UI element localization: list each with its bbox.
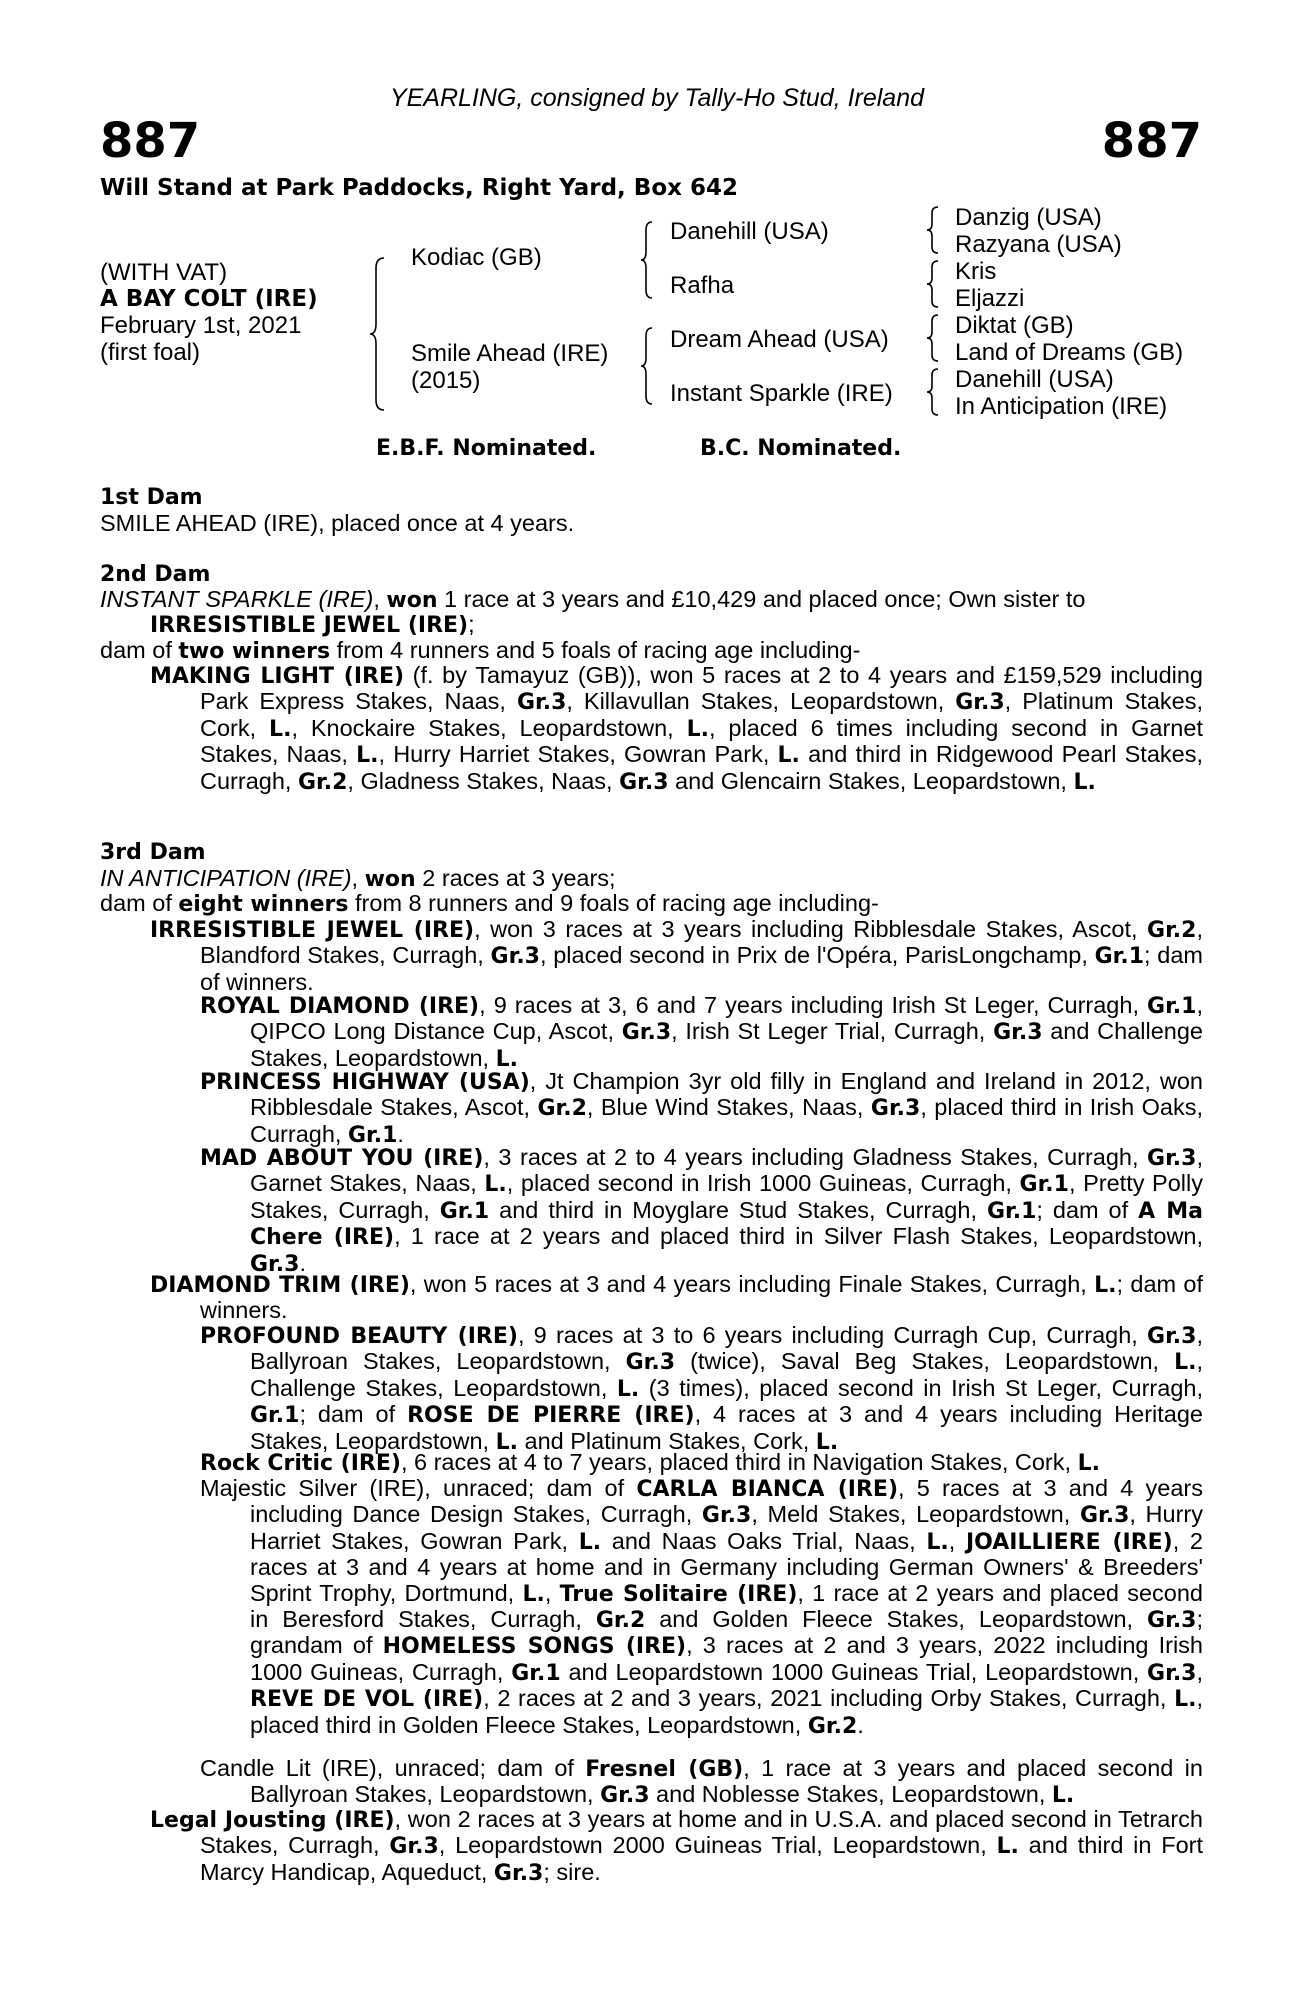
- irresistible-jewel-entry: [150, 917, 1203, 995]
- grade: Gr.1: [250, 1403, 300, 1429]
- brace-main: [370, 256, 390, 412]
- text-run: Majestic Silver (IRE), unraced; dam of: [200, 1475, 637, 1501]
- grade: Gr.1: [1019, 1172, 1069, 1198]
- progeny-name: A Ma Chere (IRE): [250, 1198, 1203, 1251]
- grade: L.: [269, 716, 292, 742]
- text-run: , placed 6 times including second in Garnet Stakes, Naas,: [200, 714, 1203, 768]
- grade: L.: [1051, 1783, 1075, 1809]
- progeny-name: PRINCESS HIGHWAY (USA): [200, 1070, 530, 1095]
- grade: Gr.1: [1147, 994, 1197, 1019]
- gg-1: Danzig (USA): [955, 204, 1102, 231]
- grade: L.: [1174, 1687, 1197, 1713]
- gg-2: Razyana (USA): [955, 231, 1122, 258]
- consignment-line: YEARLING, consigned by Tally-Ho Stud, Ireland: [389, 84, 925, 112]
- gg-7: Danehill (USA): [955, 366, 1114, 393]
- grade: L.: [616, 1376, 640, 1402]
- text-run: , placed second in Irish 1000 Guineas, Curragh,: [506, 1170, 1020, 1197]
- dam-sire: Dream Ahead (USA): [670, 326, 889, 353]
- gg-3: Kris: [955, 258, 997, 285]
- gg-5: Diktat (GB): [955, 312, 1074, 339]
- text-run: ; dam of: [1036, 1196, 1139, 1223]
- brace-sire: [640, 220, 658, 300]
- sire-dam: Rafha: [670, 272, 735, 299]
- second-dam-line2: [150, 612, 1203, 638]
- third-dam-line1: [100, 866, 1203, 892]
- text-run: , placed third in Irish Oaks, Curragh,: [250, 1094, 1204, 1147]
- grade: Gr.3: [1147, 1324, 1197, 1349]
- legal-jousting-entry: [150, 1807, 1203, 1886]
- sire-sire: Danehill (USA): [670, 218, 829, 245]
- text-run: , Jt Champion 3yr old filly in England and Ireland in 2012, won Ribblesdale Stakes, Ascot,: [250, 1068, 1203, 1121]
- first-dam-text: SMILE AHEAD (IRE), placed once at 4 years.: [100, 510, 575, 536]
- text-run: 1 race at 3 years and £10,429 and placed once; Own sister to: [437, 586, 1086, 612]
- grade: L.: [495, 1046, 518, 1072]
- grade: L.: [815, 1429, 839, 1455]
- text-run: and Noblesse Stakes, Leopardstown,: [649, 1781, 1052, 1808]
- text-run: , 1 race at 2 years and placed third in Silver Flash Stakes, Leopardstown,: [394, 1223, 1204, 1250]
- text-run: (3 times), placed second in Irish St Leger, Curragh,: [639, 1374, 1203, 1401]
- grade: Gr.3: [490, 944, 540, 970]
- grade: Gr.2: [1147, 918, 1197, 943]
- text-run: , 5 races at 3 and 4 years including Dance Design Stakes, Curragh,: [250, 1475, 1203, 1528]
- text-run: , 2 races at 2 and 3 years, 2021 including Orby Stakes, Curragh,: [483, 1685, 1175, 1712]
- vat-note: (WITH VAT): [100, 259, 228, 286]
- gg-4: Eljazzi: [955, 285, 1025, 312]
- text-run: and third in Fort Marcy Handicap, Aqueduct,: [200, 1832, 1204, 1885]
- text-run: , QIPCO Long Distance Cup, Ascot,: [250, 992, 1203, 1045]
- text-run: ; dam of: [299, 1401, 408, 1428]
- grade: Gr.2: [807, 1713, 858, 1739]
- text-run: , 1 race at 3 years and placed second in Ballyroan Stakes, Leopardstown,: [250, 1755, 1203, 1808]
- text-run: , Leopardstown 2000 Guineas Trial, Leopardstown,: [438, 1832, 997, 1859]
- grade: L.: [777, 743, 800, 769]
- progeny-name: IRRESISTIBLE JEWEL (IRE): [150, 918, 475, 943]
- text-run: Candle Lit (IRE), unraced; dam of: [200, 1755, 586, 1781]
- grade: Gr.3: [1147, 1660, 1197, 1686]
- grade: L.: [356, 743, 379, 769]
- making-light-entry: [150, 663, 1203, 795]
- lot-number-right: 887: [1101, 113, 1202, 169]
- progeny-name: Fresnel (GB): [585, 1757, 744, 1782]
- rock-critic-entry: [200, 1450, 1203, 1476]
- ebf-nomination: E.B.F. Nominated.: [376, 436, 597, 461]
- brace-g34: [926, 259, 942, 309]
- progeny-name: PROFOUND BEAUTY (IRE): [200, 1324, 518, 1349]
- horse-name: A BAY COLT (IRE): [100, 286, 318, 312]
- grade: Gr.3: [600, 1783, 650, 1809]
- grade: L.: [926, 1529, 949, 1555]
- entry-body: [200, 1144, 1204, 1277]
- grade: Gr.1: [1094, 944, 1145, 970]
- princess-highway-entry: [200, 1069, 1203, 1148]
- text-run: , Meld Stakes, Leopardstown,: [751, 1501, 1080, 1528]
- grade: Gr.3: [1079, 1503, 1130, 1529]
- grade: Gr.3: [993, 1020, 1043, 1046]
- candle-lit-entry: [200, 1756, 1203, 1809]
- dam: Smile Ahead (IRE): [411, 340, 609, 367]
- grade: Gr.3: [870, 1096, 921, 1122]
- dam-dam: Instant Sparkle (IRE): [670, 380, 893, 407]
- text-run: , 3 races at 2 to 4 years including Gladness Stakes, Curragh,: [483, 1144, 1148, 1170]
- grade: Gr.3: [1147, 1146, 1197, 1171]
- text-run: , 9 races at 3, 6 and 7 years including Irish St Leger, Curragh,: [479, 992, 1148, 1018]
- text-run: , Garnet Stakes, Naas,: [250, 1144, 1203, 1197]
- brace-g56: [926, 313, 942, 363]
- grade: Gr.3: [1147, 1608, 1197, 1634]
- gg-6: Land of Dreams (GB): [955, 339, 1184, 366]
- text-run: , 4 races at 3 and 4 years including Heritage Stakes, Leopardstown,: [250, 1401, 1204, 1454]
- grade: L.: [1073, 769, 1096, 795]
- royal-diamond-entry: [200, 993, 1203, 1072]
- text-run: , Challenge Stakes, Leopardstown,: [250, 1348, 1204, 1401]
- majestic-silver-entry: [200, 1476, 1203, 1739]
- progeny-name: DIAMOND TRIM (IRE): [150, 1273, 410, 1298]
- brace-g12: [926, 205, 942, 255]
- grade: L.: [1077, 1451, 1100, 1476]
- progeny-name: MAD ABOUT YOU (IRE): [200, 1146, 484, 1171]
- entry-body: [150, 662, 1203, 795]
- text-run: , Hurry Harriet Stakes, Gowran Park,: [250, 1501, 1203, 1554]
- text-run: from 8 runners and 9 foals of racing age including-: [348, 890, 879, 916]
- dam-year: (2015): [411, 367, 481, 394]
- text-run: , Irish St Leger Trial, Curragh,: [671, 1018, 994, 1045]
- mad-about-you-entry: [200, 1145, 1203, 1277]
- entry-body: [200, 1068, 1204, 1148]
- text-run: dam of: [100, 637, 179, 663]
- grade: Gr.3: [389, 1834, 439, 1860]
- grade: L.: [686, 716, 709, 742]
- grade: L.: [996, 1834, 1019, 1860]
- text-run: , Blue Wind Stakes, Naas,: [586, 1094, 871, 1121]
- text-run: ; grandam of: [250, 1606, 1204, 1659]
- text-run: , Gladness Stakes, Naas,: [347, 767, 620, 794]
- grade: Gr.1: [511, 1660, 561, 1686]
- grade: Gr.1: [347, 1122, 398, 1148]
- text-run: ,: [373, 586, 387, 612]
- foal-note: (first foal): [100, 339, 201, 366]
- sire: Kodiac (GB): [411, 244, 542, 271]
- progeny-name: ROYAL DIAMOND (IRE): [200, 994, 480, 1019]
- text-run: , 3 races at 2 and 3 years, 2022 including Irish 1000 Guineas, Curragh,: [250, 1632, 1203, 1685]
- text-run: and Naas Oaks Trial, Naas,: [601, 1527, 927, 1554]
- text-run: and Golden Fleece Stakes, Leopardstown,: [645, 1606, 1148, 1633]
- text-run: and Leopardstown 1000 Guineas Trial, Leopardstown,: [560, 1658, 1148, 1685]
- progeny-name: True Solitaire (IRE): [559, 1581, 798, 1607]
- progeny-name: HOMELESS SONGS (IRE): [382, 1634, 687, 1660]
- entry-body: [200, 1755, 1203, 1809]
- text-run: and Platinum Stakes, Cork,: [517, 1427, 816, 1454]
- text-run: , Blandford Stakes, Curragh,: [200, 916, 1203, 969]
- grade: L.: [1174, 1350, 1197, 1376]
- grade: Gr.3: [701, 1503, 752, 1529]
- second-dam-heading: 2nd Dam: [100, 562, 211, 587]
- text-run: , Knockaire Stakes, Leopardstown,: [291, 714, 687, 741]
- grade: Gr.1: [439, 1198, 490, 1224]
- first-dam-heading: 1st Dam: [100, 485, 203, 510]
- entry-body: [200, 1475, 1204, 1739]
- grade: Gr.3: [516, 690, 567, 716]
- progeny-name: Legal Jousting (IRE): [150, 1808, 395, 1833]
- won-text: won: [364, 867, 416, 892]
- progeny-name: CARLA BIANCA (IRE): [636, 1477, 899, 1502]
- third-dam-heading: 3rd Dam: [100, 840, 206, 865]
- third-dam-line2: [100, 891, 1203, 917]
- text-run: , 6 races at 4 to 7 years, placed third in Navigation Stakes, Cork,: [400, 1449, 1078, 1475]
- grade: Gr.3: [955, 690, 1005, 716]
- grade: Gr.3: [493, 1860, 544, 1886]
- profound-beauty-entry: [200, 1323, 1203, 1455]
- progeny-name: JOAILLIERE (IRE): [965, 1529, 1173, 1555]
- text-run: from 4 runners and 5 foals of racing age including-: [330, 637, 861, 663]
- brace-g78: [926, 367, 942, 417]
- entry-body: [200, 1322, 1204, 1455]
- text-run: and third in Moyglare Stud Stakes, Curragh,: [489, 1196, 987, 1223]
- second-dam-line1: [100, 587, 1203, 613]
- text-run: ; dam of winners.: [200, 1271, 1203, 1324]
- grade: L.: [495, 1429, 518, 1455]
- grade: Gr.2: [595, 1608, 646, 1634]
- brace-dam: [640, 326, 658, 406]
- text-run: .: [397, 1120, 404, 1147]
- entry-body: [150, 916, 1203, 995]
- second-dam-name: INSTANT SPARKLE (IRE): [100, 586, 374, 612]
- grade: Gr.3: [619, 769, 669, 795]
- bc-nomination: B.C. Nominated.: [700, 436, 902, 461]
- third-dam-name: IN ANTICIPATION (IRE): [100, 865, 352, 891]
- progeny-name: MAKING LIGHT (IRE): [150, 664, 405, 689]
- progeny-name: Rock Critic (IRE): [200, 1451, 401, 1476]
- text-run: , placed second in Prix de l'Opéra, ParisLongchamp,: [539, 942, 1095, 969]
- text-run: ,: [544, 1579, 560, 1606]
- text-run: , Ballyroan Stakes, Leopardstown,: [250, 1322, 1203, 1375]
- text-run: 2 races at 3 years;: [415, 865, 616, 891]
- horse-dob: February 1st, 2021: [100, 312, 302, 339]
- text-run: ,: [1196, 1658, 1204, 1685]
- winners-count: eight winners: [178, 892, 349, 917]
- text-run: , won 5 races at 3 and 4 years including Finale Stakes, Curragh,: [409, 1271, 1095, 1297]
- entry-body: [150, 1806, 1204, 1886]
- gg-8: In Anticipation (IRE): [955, 393, 1168, 420]
- grade: L.: [1094, 1273, 1117, 1298]
- stand-location: Will Stand at Park Paddocks, Right Yard, Box 642: [100, 175, 738, 201]
- grade: L.: [578, 1529, 602, 1555]
- lot-number-left: 887: [100, 113, 201, 169]
- winners-count: two winners: [178, 639, 331, 664]
- text-run: ,: [948, 1527, 966, 1554]
- diamond-trim-entry: [150, 1272, 1203, 1324]
- text-run: , won 3 races at 3 years including Ribblesdale Stakes, Ascot,: [474, 916, 1148, 942]
- text-run: .: [299, 1249, 306, 1276]
- text-run: ; dam of winners.: [200, 942, 1203, 995]
- text-run: ;: [468, 611, 475, 637]
- sister-name: IRRESISTIBLE JEWEL (IRE): [150, 613, 469, 638]
- text-run: .: [857, 1711, 864, 1738]
- text-run: , Pretty Polly Stakes, Curragh,: [250, 1170, 1203, 1223]
- text-run: , 9 races at 3 to 6 years including Curragh Cup, Curragh,: [517, 1322, 1148, 1348]
- text-run: and third in Ridgewood Pearl Stakes, Curragh,: [200, 741, 1203, 794]
- grade: Gr.2: [537, 1096, 587, 1122]
- entry-body: [200, 992, 1203, 1072]
- grade: Gr.1: [986, 1198, 1037, 1224]
- text-run: , placed third in Golden Fleece Stakes, Leopardstown,: [250, 1685, 1203, 1738]
- won-text: won: [386, 588, 438, 613]
- grade: Gr.3: [625, 1350, 676, 1376]
- text-run: dam of: [100, 890, 179, 916]
- progeny-name: REVE DE VOL (IRE): [250, 1687, 484, 1713]
- text-run: , Platinum Stakes, Cork,: [200, 688, 1203, 741]
- second-dam-line3: [100, 638, 1203, 664]
- progeny-name: ROSE DE PIERRE (IRE): [407, 1403, 695, 1429]
- grade: Gr.2: [297, 769, 348, 795]
- text-run: , won 2 races at 3 years at home and in U.S.A. and placed second in Tetrarch Stakes, Curragh,: [200, 1806, 1203, 1859]
- entry-body: [150, 1271, 1203, 1324]
- text-run: and Glencairn Stakes, Leopardstown,: [668, 767, 1074, 794]
- text-run: , Hurry Harriet Stakes, Gowran Park,: [378, 741, 778, 768]
- text-run: ; sire.: [543, 1858, 601, 1885]
- text-run: (f. by Tamayuz (GB)), won 5 races at 2 to 4 years and £159,529 including Park Express Stakes, Naas,: [200, 662, 1203, 715]
- grade: L.: [522, 1581, 545, 1607]
- text-run: , Killavullan Stakes, Leopardstown,: [566, 688, 956, 715]
- grade: Gr.3: [250, 1251, 300, 1277]
- text-run: (twice), Saval Beg Stakes, Leopardstown,: [675, 1348, 1175, 1375]
- text-run: ,: [351, 865, 365, 891]
- grade: Gr.3: [621, 1020, 672, 1046]
- text-run: , 2 races at 3 and 4 years at home and in Germany including German Owners' & Breeders' Sprint Trophy, Dortmund,: [250, 1527, 1204, 1606]
- text-run: , 1 race at 2 years and placed second in Beresford Stakes, Curragh,: [250, 1579, 1203, 1633]
- entry-body: [200, 1449, 1203, 1476]
- text-run: and Challenge Stakes, Leopardstown,: [250, 1018, 1203, 1071]
- grade: L.: [484, 1172, 507, 1198]
